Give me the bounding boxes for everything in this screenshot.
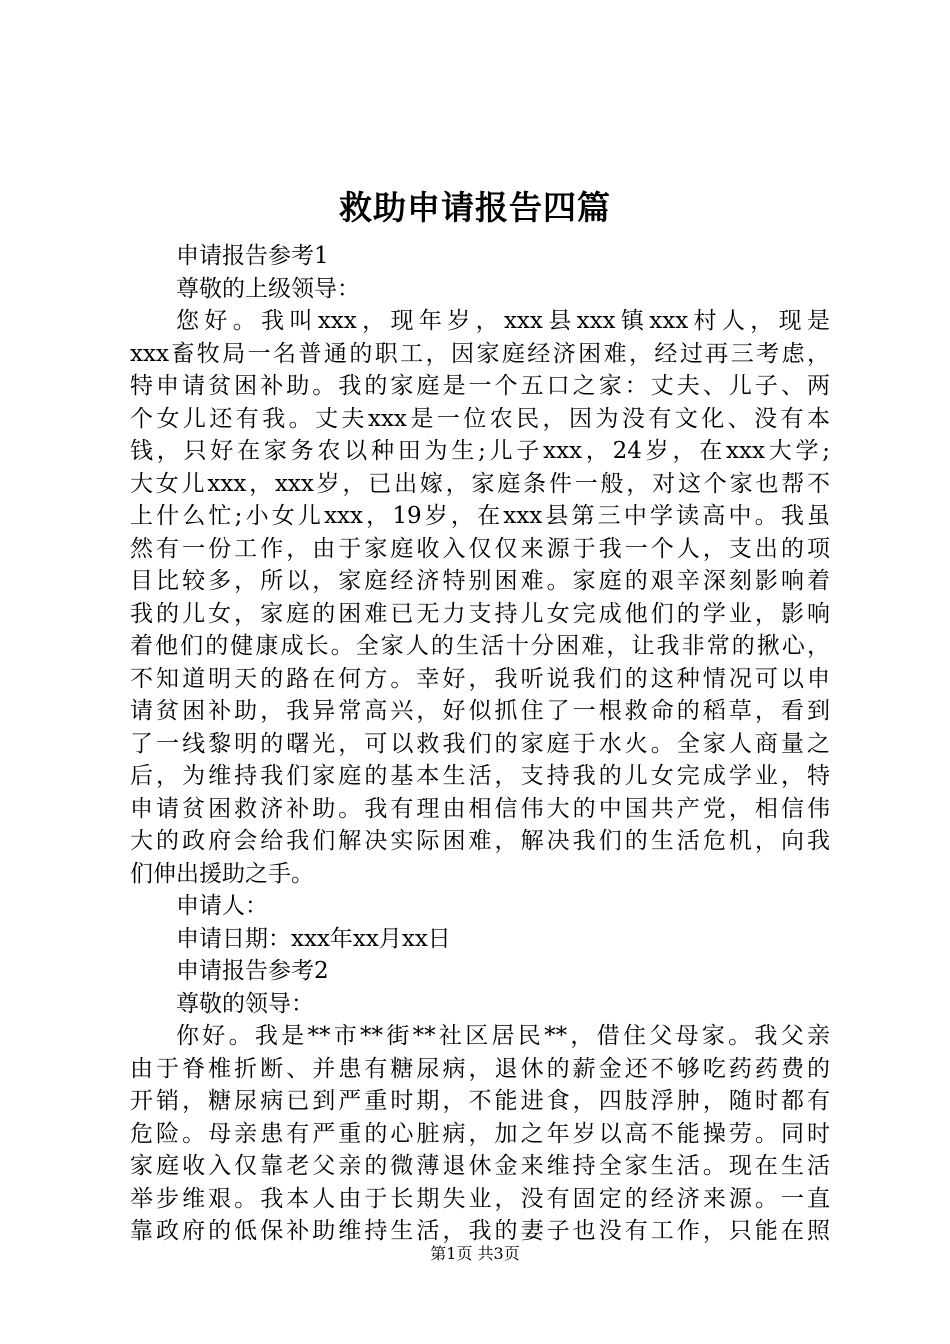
document-title: 救助申请报告四篇 [339,188,611,227]
text-line: 后，为维持我们家庭的基本生活，支持我的儿女完成学业，特 [130,763,830,789]
text-line: 大女儿xxx，xxx岁，已出嫁，家庭条件一般，对这个家也帮不 [130,470,830,497]
text-line: 举步维艰。我本人由于长期失业，没有固定的经济来源。一直 [130,1185,830,1212]
text-line: 家庭收入仅靠老父亲的微薄退休金来维持全家生活。现在生活 [130,1153,830,1179]
text-line: 申请报告参考1 [176,243,329,269]
text-line: 个女儿还有我。丈夫xxx是一位农民，因为没有文化、没有本 [130,405,830,432]
text-line: 尊敬的领导： [176,990,314,1017]
text-line: 特申请贫困补助。我的家庭是一个五口之家：丈夫、儿子、两 [130,373,830,399]
text-line: 您好。我叫xxx，现年岁，xxx县xxx镇xxx村人，现是 [176,308,830,334]
text-line: 大的政府会给我们解决实际困难，解决我们的生活危机，向我 [130,828,830,854]
text-line: 目比较多，所以，家庭经济特别困难。家庭的艰辛深刻影响着 [130,568,830,594]
text-line: 申请日期：xxx年xx月xx日 [176,925,451,952]
text-line: 靠政府的低保补助维持生活，我的妻子也没有工作，只能在照 [130,1218,830,1244]
text-line: 你好。我是**市**街**社区居民**，借住父母家。我父亲 [176,1023,830,1049]
text-line: 开销，糖尿病已到严重时期，不能进食，四肢浮肿，随时都有 [130,1088,830,1114]
text-line: 申请报告参考2 [176,958,329,984]
text-line: 请贫困补助，我异常高兴，好似抓住了一根救命的稻草，看到 [130,698,830,724]
text-line: 尊敬的上级领导： [176,275,360,302]
text-line: 们伸出援助之手。 [130,860,314,887]
document-body [130,240,830,1248]
text-line: 申请人： [176,893,268,919]
text-line: 了一线黎明的曙光，可以救我们的家庭于水火。全家人商量之 [130,730,830,757]
page-footer: 第1页 共3页 [430,1244,520,1263]
text-line: 不知道明天的路在何方。幸好，我听说我们的这种情况可以申 [130,665,830,692]
text-line: xxx畜牧局一名普通的职工，因家庭经济困难，经过再三考虑， [130,340,830,367]
text-line: 申请贫困救济补助。我有理由相信伟大的中国共产党，相信伟 [130,795,830,822]
text-line: 钱，只好在家务农以种田为生;儿子xxx，24岁，在xxx大学; [130,438,830,464]
text-line: 我的儿女，家庭的困难已无力支持儿女完成他们的学业，影响 [130,600,830,627]
text-line: 上什么忙;小女儿xxx，19岁，在xxx县第三中学读高中。我虽 [130,503,830,529]
text-line: 由于脊椎折断、并患有糖尿病，退休的薪金还不够吃药药费的 [130,1055,830,1082]
text-line: 着他们的健康成长。全家人的生活十分困难，让我非常的揪心， [130,633,830,659]
text-line: 然有一份工作，由于家庭收入仅仅来源于我一个人，支出的项 [130,535,830,562]
text-line: 危险。母亲患有严重的心脏病，加之年岁以高不能操劳。同时 [130,1120,830,1147]
